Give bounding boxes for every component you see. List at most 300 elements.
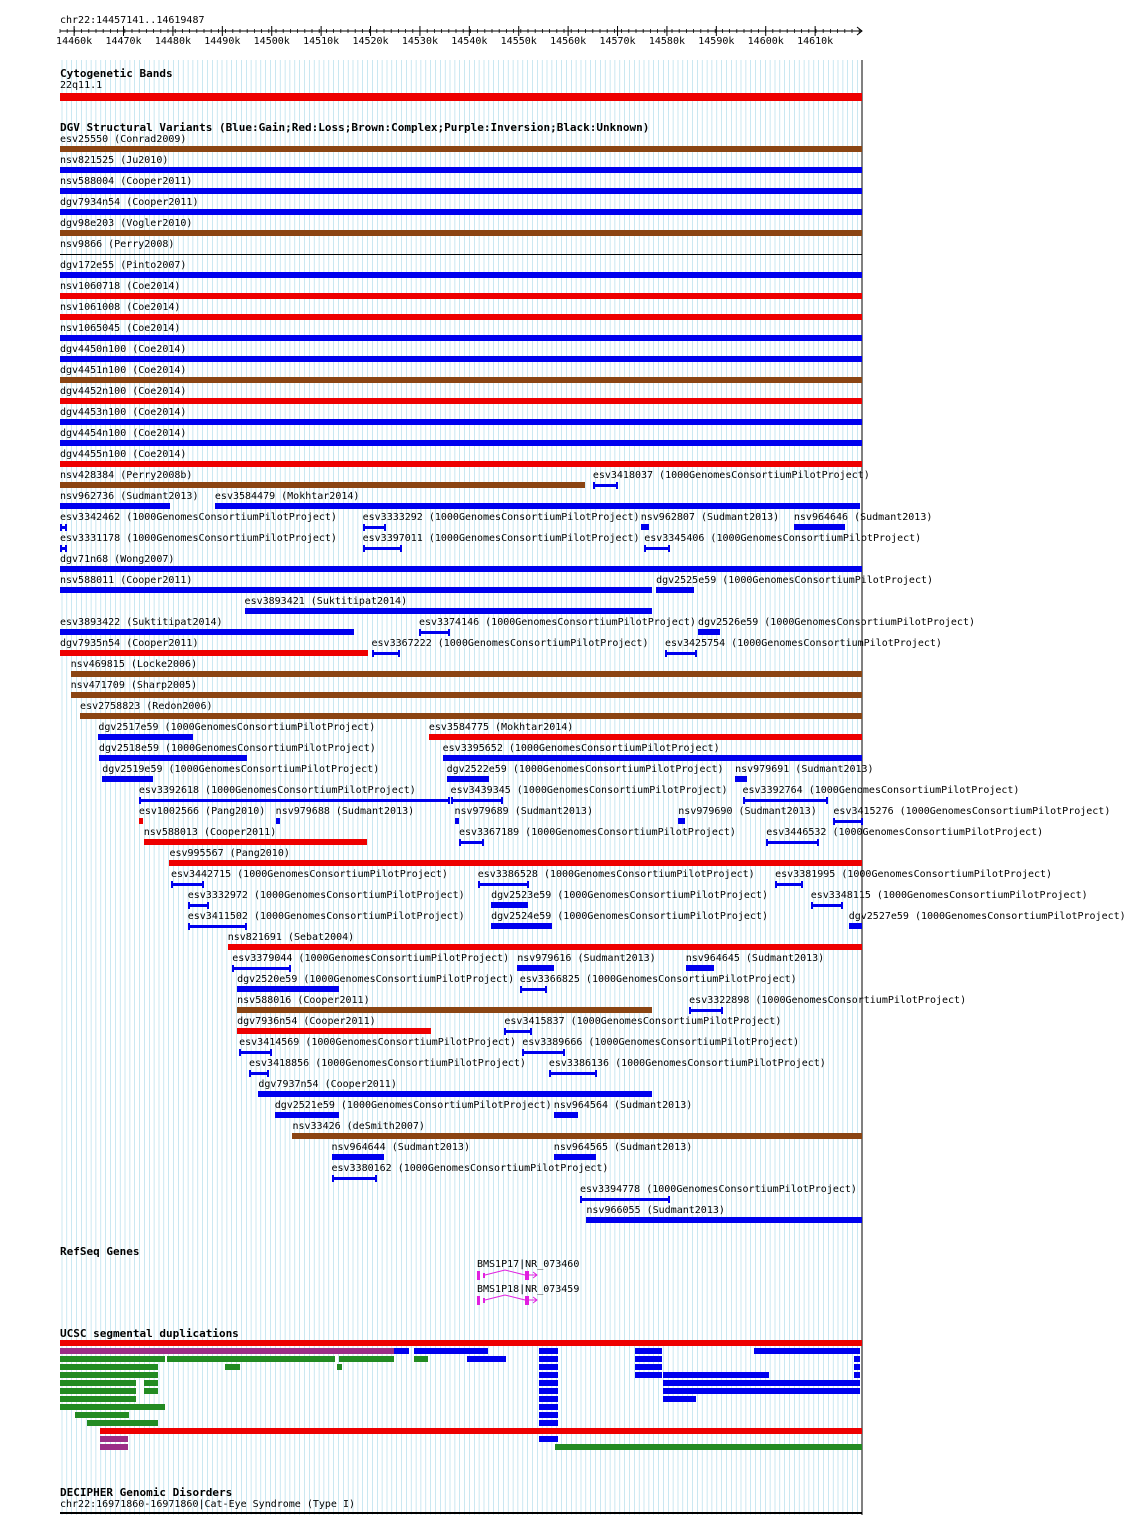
sv-end-cap <box>482 839 484 846</box>
sv-label: esv3439345 (1000GenomesConsortiumPilotProject) <box>450 785 728 796</box>
sv-bar[interactable] <box>237 986 339 992</box>
sv-bar[interactable] <box>689 1009 722 1012</box>
sv-label: esv3418856 (1000GenomesConsortiumPilotProject) <box>249 1058 526 1069</box>
gene-model[interactable] <box>475 1294 545 1308</box>
segdup-bar[interactable] <box>87 1420 158 1426</box>
ruler-tick-label: 14560k <box>550 36 587 47</box>
sv-label: esv3331178 (1000GenomesConsortiumPilotProject) <box>60 533 337 544</box>
sv-label: dgv7935n54 (Cooper2011) <box>60 638 199 649</box>
gene-label: BMS1P18|NR_073459 <box>477 1284 580 1295</box>
sv-end-cap <box>841 902 843 909</box>
sv-bar[interactable] <box>60 272 862 278</box>
segdup-bar[interactable] <box>635 1372 663 1378</box>
sv-label: dgv4451n100 (Coe2014) <box>60 365 187 376</box>
sv-bar[interactable] <box>239 1051 271 1054</box>
sv-label: dgv7937n54 (Cooper2011) <box>258 1079 397 1090</box>
sv-label: dgv2521e59 (1000GenomesConsortiumPilotProject) <box>274 1100 552 1111</box>
sv-end-cap <box>60 524 62 531</box>
ruler-tick-label: 14500k <box>253 36 290 47</box>
sv-bar[interactable] <box>169 860 862 866</box>
sv-label: dgv2522e59 (1000GenomesConsortiumPilotProject) <box>446 764 724 775</box>
sv-bar[interactable] <box>258 1091 652 1097</box>
segdup-bar[interactable] <box>60 1404 165 1410</box>
sv-bar[interactable] <box>522 1051 563 1054</box>
sv-label: dgv2518e59 (1000GenomesConsortiumPilotProject) <box>98 743 376 754</box>
segdup-bar[interactable] <box>663 1380 859 1386</box>
segdup-bar[interactable] <box>539 1412 558 1418</box>
segdup-bar[interactable] <box>60 1372 158 1378</box>
sv-label: esv3389666 (1000GenomesConsortiumPilotProject) <box>522 1037 800 1048</box>
sv-bar[interactable] <box>429 734 862 740</box>
sv-label: esv2758823 (Redon2006) <box>80 701 213 712</box>
sv-bar[interactable] <box>60 293 862 299</box>
sv-label: esv3322898 (1000GenomesConsortiumPilotProject) <box>689 995 967 1006</box>
sv-end-cap <box>580 1196 582 1203</box>
segdup-bar[interactable] <box>414 1356 428 1362</box>
sv-bar[interactable] <box>735 776 747 782</box>
sv-bar[interactable] <box>363 547 402 550</box>
sv-label: dgv2527e59 (1000GenomesConsortiumPilotProject) <box>848 911 1126 922</box>
segdup-bar[interactable] <box>635 1356 663 1362</box>
sv-bar[interactable] <box>60 188 862 194</box>
ruler-tick-label: 14550k <box>500 36 537 47</box>
sv-label: dgv2519e59 (1000GenomesConsortiumPilotProject) <box>102 764 380 775</box>
segdup-bar[interactable] <box>854 1356 860 1362</box>
sv-end-cap <box>232 965 234 972</box>
sv-bar[interactable] <box>139 818 143 824</box>
sv-bar[interactable] <box>641 524 649 530</box>
sv-bar[interactable] <box>554 1154 596 1160</box>
sv-end-cap <box>563 1049 565 1056</box>
sv-label: dgv98e203 (Vogler2010) <box>60 218 193 229</box>
sv-bar[interactable] <box>363 526 386 529</box>
sv-end-cap <box>527 881 529 888</box>
sv-bar[interactable] <box>60 209 862 215</box>
segdup-bar[interactable] <box>635 1364 663 1370</box>
sv-bar[interactable] <box>459 841 483 844</box>
sv-bar[interactable] <box>60 440 862 446</box>
sv-end-cap <box>595 1070 597 1077</box>
segdup-bar[interactable] <box>60 1364 158 1370</box>
sv-end-cap <box>398 650 400 657</box>
gene-label: BMS1P17|NR_073460 <box>477 1259 580 1270</box>
sv-bar[interactable] <box>593 484 617 487</box>
sv-label: nsv588016 (Cooper2011) <box>237 995 370 1006</box>
segdup-bar[interactable] <box>75 1412 129 1418</box>
segdup-bar[interactable] <box>539 1348 558 1354</box>
segdup-bar[interactable] <box>339 1356 394 1362</box>
sv-bar[interactable] <box>249 1072 268 1075</box>
segdup-bar[interactable] <box>539 1388 558 1394</box>
sv-label: nsv33426 (deSmith2007) <box>292 1121 425 1132</box>
segdup-bar[interactable] <box>555 1444 862 1450</box>
sv-end-cap <box>616 482 618 489</box>
sv-end-cap <box>811 902 813 909</box>
sv-bar[interactable] <box>276 818 280 824</box>
sv-label: nsv979691 (Sudmant2013) <box>735 764 874 775</box>
sv-label: esv3367189 (1000GenomesConsortiumPilotProject) <box>458 827 736 838</box>
sv-label: nsv962736 (Sudmant2013) <box>60 491 199 502</box>
segdup-bar[interactable] <box>414 1348 488 1354</box>
sv-bar[interactable] <box>60 503 170 509</box>
segdup-bar[interactable] <box>754 1348 859 1354</box>
sv-end-cap <box>188 923 190 930</box>
sv-bar[interactable] <box>171 883 203 886</box>
sv-label: nsv9866 (Perry2008) <box>60 239 175 250</box>
sv-end-cap <box>861 818 863 825</box>
sv-label: esv3342462 (1000GenomesConsortiumPilotProject) <box>60 512 337 523</box>
sv-bar[interactable] <box>60 461 862 467</box>
sv-bar[interactable] <box>102 776 153 782</box>
sv-bar[interactable] <box>60 356 862 362</box>
segdup-bar[interactable] <box>144 1380 158 1386</box>
sv-label: dgv4453n100 (Coe2014) <box>60 407 187 418</box>
sv-end-cap <box>668 1196 670 1203</box>
segdup-bar[interactable] <box>60 1396 136 1402</box>
sv-end-cap <box>530 1028 532 1035</box>
sv-bar[interactable] <box>60 167 862 173</box>
sv-label: nsv821525 (Ju2010) <box>60 155 169 166</box>
segdup-bar[interactable] <box>663 1388 859 1394</box>
sv-bar[interactable] <box>586 1217 862 1223</box>
sv-bar[interactable] <box>245 608 653 614</box>
sv-label: esv3425754 (1000GenomesConsortiumPilotProject) <box>664 638 942 649</box>
ruler-tick-label: 14610k <box>797 36 834 47</box>
sv-bar[interactable] <box>60 398 862 404</box>
ruler-tick-label: 14580k <box>648 36 685 47</box>
sv-bar[interactable] <box>237 1007 652 1013</box>
segdup-bar[interactable] <box>60 1380 136 1386</box>
sv-label: esv3386136 (1000GenomesConsortiumPilotProject) <box>548 1058 826 1069</box>
sv-end-cap <box>448 797 450 804</box>
sv-label: nsv471709 (Sharp2005) <box>70 680 198 691</box>
segdup-bar[interactable] <box>635 1348 663 1354</box>
segdup-bar[interactable] <box>225 1364 240 1370</box>
sv-bar[interactable] <box>520 988 547 991</box>
sv-label: dgv2526e59 (1000GenomesConsortiumPilotProject) <box>698 617 975 628</box>
gene-model[interactable] <box>475 1269 545 1283</box>
sv-bar[interactable] <box>275 1112 339 1118</box>
sv-bar[interactable] <box>491 923 552 929</box>
ruler-tick-label: 14590k <box>698 36 735 47</box>
sv-label: esv3414569 (1000GenomesConsortiumPilotProject) <box>239 1037 517 1048</box>
sv-label: esv3411502 (1000GenomesConsortiumPilotProject) <box>187 911 465 922</box>
sv-label: esv995567 (Pang2010) <box>169 848 290 859</box>
decipher-track-title: DECIPHER Genomic Disorders <box>60 1486 233 1499</box>
sv-bar[interactable] <box>60 146 862 152</box>
sv-bar[interactable] <box>60 377 862 383</box>
ruler-tick-label: 14540k <box>451 36 488 47</box>
sv-label: dgv7936n54 (Cooper2011) <box>237 1016 376 1027</box>
sv-end-cap <box>65 545 67 552</box>
sv-bar[interactable] <box>60 314 862 320</box>
sv-label: esv3394778 (1000GenomesConsortiumPilotProject) <box>579 1184 857 1195</box>
sv-label: esv3380162 (1000GenomesConsortiumPilotProject) <box>331 1163 609 1174</box>
sv-bar[interactable] <box>451 799 502 802</box>
sv-bar[interactable] <box>60 419 862 425</box>
sv-label: nsv588004 (Cooper2011) <box>60 176 193 187</box>
sv-end-cap <box>372 650 374 657</box>
ruler-tick-label: 14470k <box>105 36 142 47</box>
sv-bar[interactable] <box>504 1030 531 1033</box>
sv-label: esv3442715 (1000GenomesConsortiumPilotProject) <box>170 869 448 880</box>
sv-end-cap <box>668 545 670 552</box>
sv-label: dgv4455n100 (Coe2014) <box>60 449 187 460</box>
sv-bar[interactable] <box>833 820 862 823</box>
sv-label: nsv979690 (Sudmant2013) <box>678 806 817 817</box>
sv-label: esv3418037 (1000GenomesConsortiumPilotProject) <box>592 470 870 481</box>
segdup-bar[interactable] <box>60 1340 862 1346</box>
sv-label: dgv172e55 (Pinto2007) <box>60 260 187 271</box>
sv-label: esv3415276 (1000GenomesConsortiumPilotProject) <box>833 806 1111 817</box>
sv-label: esv3345406 (1000GenomesConsortiumPilotProject) <box>644 533 922 544</box>
sv-bar[interactable] <box>766 841 818 844</box>
sv-bar[interactable] <box>698 629 720 635</box>
ruler-tick-label: 14530k <box>401 36 438 47</box>
sv-label: esv3392764 (1000GenomesConsortiumPilotProject) <box>742 785 1020 796</box>
sv-bar[interactable] <box>80 713 862 719</box>
sv-label: esv3367222 (1000GenomesConsortiumPilotProject) <box>371 638 649 649</box>
ruler-tick-label: 14490k <box>204 36 241 47</box>
sv-label: dgv2517e59 (1000GenomesConsortiumPilotProject) <box>98 722 376 733</box>
segdup-bar[interactable] <box>60 1356 165 1362</box>
sv-end-cap <box>448 629 450 636</box>
sv-label: nsv979616 (Sudmant2013) <box>517 953 656 964</box>
sv-end-cap <box>817 839 819 846</box>
sv-bar[interactable] <box>60 230 862 236</box>
sv-end-cap <box>419 629 421 636</box>
sv-end-cap <box>60 545 62 552</box>
sv-end-cap <box>478 881 480 888</box>
decipher-label: chr22:16971860-16971860|Cat-Eye Syndrome (Type I) <box>60 1499 356 1510</box>
sv-end-cap <box>400 545 402 552</box>
sv-label: esv3348115 (1000GenomesConsortiumPilotProject) <box>810 890 1088 901</box>
segdup-bar[interactable] <box>167 1356 335 1362</box>
sv-label: esv3415837 (1000GenomesConsortiumPilotProject) <box>504 1016 782 1027</box>
sv-bar[interactable] <box>443 755 862 761</box>
segdup-bar[interactable] <box>60 1348 394 1354</box>
sv-bar[interactable] <box>644 547 669 550</box>
sv-bar[interactable] <box>332 1177 376 1180</box>
sv-end-cap <box>545 986 547 993</box>
sv-bar[interactable] <box>678 818 684 824</box>
sv-label: nsv962807 (Sudmant2013) <box>640 512 780 523</box>
sv-end-cap <box>695 650 697 657</box>
sv-end-cap <box>249 1070 251 1077</box>
sv-bar[interactable] <box>228 944 862 950</box>
segdup-bar[interactable] <box>60 1388 136 1394</box>
sv-label: dgv4450n100 (Coe2014) <box>60 344 187 355</box>
sv-label: esv3374146 (1000GenomesConsortiumPilotProject) <box>418 617 696 628</box>
sv-end-cap <box>833 818 835 825</box>
sv-label: esv25550 (Conrad2009) <box>60 134 187 145</box>
sv-bar[interactable] <box>98 734 192 740</box>
sv-label: nsv588011 (Cooper2011) <box>60 575 193 586</box>
sv-bar[interactable] <box>743 799 828 802</box>
sv-end-cap <box>65 524 67 531</box>
sv-end-cap <box>504 1028 506 1035</box>
sv-end-cap <box>665 650 667 657</box>
sv-bar[interactable] <box>419 631 449 634</box>
sv-end-cap <box>522 1049 524 1056</box>
segdup-bar[interactable] <box>539 1356 558 1362</box>
sv-bar[interactable] <box>144 839 367 845</box>
cytoband-label: 22q11.1 <box>60 80 103 91</box>
sv-end-cap <box>375 1175 377 1182</box>
sv-label: nsv979689 (Sudmant2013) <box>454 806 593 817</box>
sv-label: nsv588013 (Cooper2011) <box>143 827 277 838</box>
sv-label: nsv964646 (Sudmant2013) <box>793 512 933 523</box>
sv-bar[interactable] <box>60 587 652 593</box>
segdup-bar[interactable] <box>394 1348 409 1354</box>
sv-label: dgv4454n100 (Coe2014) <box>60 428 187 439</box>
sv-label: esv3379044 (1000GenomesConsortiumPilotProject) <box>232 953 510 964</box>
sv-label: esv3893422 (Suktitipat2014) <box>60 617 223 628</box>
sv-label: nsv964564 (Sudmant2013) <box>553 1100 693 1111</box>
sv-bar[interactable] <box>188 925 246 928</box>
sv-bar[interactable] <box>71 692 862 698</box>
sv-label: dgv2523e59 (1000GenomesConsortiumPilotProject) <box>491 890 769 901</box>
segdup-bar[interactable] <box>144 1388 158 1394</box>
sv-bar[interactable] <box>491 902 528 908</box>
sv-label: esv3332972 (1000GenomesConsortiumPilotProject) <box>187 890 465 901</box>
segdup-bar[interactable] <box>539 1396 558 1402</box>
sv-bar[interactable] <box>215 503 860 509</box>
sv-label: esv3893421 (Suktitipat2014) <box>244 596 408 607</box>
sv-bar[interactable] <box>60 482 585 488</box>
sv-end-cap <box>501 797 503 804</box>
sv-bar[interactable] <box>580 1198 669 1201</box>
sv-bar[interactable] <box>139 799 449 802</box>
sv-end-cap <box>826 797 828 804</box>
segdup-bar[interactable] <box>467 1356 506 1362</box>
sv-end-cap <box>267 1070 269 1077</box>
sv-label: esv3584775 (Mokhtar2014) <box>428 722 574 733</box>
sv-label: esv3397011 (1000GenomesConsortiumPilotProject) <box>362 533 640 544</box>
sv-end-cap <box>775 881 777 888</box>
sv-label: nsv979688 (Sudmant2013) <box>275 806 415 817</box>
sv-bar[interactable] <box>665 652 696 655</box>
sv-end-cap <box>188 902 190 909</box>
sv-label: nsv1065045 (Coe2014) <box>60 323 181 334</box>
segdup-bar[interactable] <box>100 1436 128 1442</box>
sv-end-cap <box>270 1049 272 1056</box>
sv-bar[interactable] <box>60 650 368 656</box>
sv-label: esv3584479 (Mokhtar2014) <box>214 491 360 502</box>
sv-end-cap <box>289 965 291 972</box>
segdup-bar[interactable] <box>100 1444 128 1450</box>
sv-bar[interactable] <box>549 1072 596 1075</box>
segdup-bar[interactable] <box>100 1428 862 1434</box>
sv-label: esv3386528 (1000GenomesConsortiumPilotProject) <box>477 869 755 880</box>
segdup-bar[interactable] <box>337 1364 342 1370</box>
sv-bar[interactable] <box>60 629 354 635</box>
segdup-bar[interactable] <box>854 1364 860 1370</box>
sv-bar[interactable] <box>794 524 845 530</box>
sv-label: dgv71n68 (Wong2007) <box>60 554 175 565</box>
sv-end-cap <box>207 902 209 909</box>
sv-end-cap <box>689 1007 691 1014</box>
sv-label: esv3381995 (1000GenomesConsortiumPilotProject) <box>775 869 1053 880</box>
cytoband-bar[interactable] <box>60 93 862 101</box>
sv-bar[interactable] <box>237 1028 431 1034</box>
sv-label: nsv964565 (Sudmant2013) <box>553 1142 693 1153</box>
ruler-tick-label: 14510k <box>303 36 340 47</box>
sv-bar[interactable] <box>60 335 862 341</box>
cytoband-track-title: Cytogenetic Bands <box>60 67 173 80</box>
sv-label: nsv964645 (Sudmant2013) <box>685 953 825 964</box>
sv-end-cap <box>644 545 646 552</box>
ruler-tick-label: 14600k <box>747 36 784 47</box>
sv-end-cap <box>245 923 247 930</box>
sv-bar[interactable] <box>447 776 489 782</box>
sv-end-cap <box>721 1007 723 1014</box>
sv-end-cap <box>766 839 768 846</box>
sv-label: dgv2520e59 (1000GenomesConsortiumPilotProject) <box>237 974 515 985</box>
sv-label: esv3446532 (1000GenomesConsortiumPilotProject) <box>766 827 1044 838</box>
sv-bar[interactable] <box>188 904 208 907</box>
sv-bar[interactable] <box>60 254 862 255</box>
sv-bar[interactable] <box>455 818 460 824</box>
sv-end-cap <box>743 797 745 804</box>
sv-bar[interactable] <box>60 566 862 572</box>
sv-bar[interactable] <box>99 755 247 761</box>
segdup-bar[interactable] <box>539 1372 558 1378</box>
segdup-bar[interactable] <box>539 1380 558 1386</box>
sv-bar[interactable] <box>686 965 715 971</box>
sv-bar[interactable] <box>71 671 862 677</box>
sv-label: nsv1061008 (Coe2014) <box>60 302 181 313</box>
sv-bar[interactable] <box>232 967 289 970</box>
sv-label: dgv4452n100 (Coe2014) <box>60 386 187 397</box>
segdup-bar[interactable] <box>854 1372 860 1378</box>
sv-label: nsv821691 (Sebat2004) <box>227 932 355 943</box>
sv-label: nsv428384 (Perry2008b) <box>60 470 193 481</box>
sv-bar[interactable] <box>292 1133 862 1139</box>
sv-bar[interactable] <box>554 1112 578 1118</box>
sv-end-cap <box>520 986 522 993</box>
segdup-bar[interactable] <box>663 1396 696 1402</box>
ruler-tick-label: 14460k <box>56 36 93 47</box>
sv-bar[interactable] <box>332 1154 385 1160</box>
sv-end-cap <box>171 881 173 888</box>
segdup-bar[interactable] <box>663 1372 769 1378</box>
ruler-tick-label: 14570k <box>599 36 636 47</box>
sv-end-cap <box>459 839 461 846</box>
decipher-bar[interactable] <box>60 1512 862 1514</box>
sv-bar[interactable] <box>478 883 528 886</box>
segdup-bar[interactable] <box>539 1420 558 1426</box>
sv-bar[interactable] <box>372 652 400 655</box>
sv-label: dgv7934n54 (Cooper2011) <box>60 197 199 208</box>
sv-label: esv3366825 (1000GenomesConsortiumPilotProject) <box>519 974 797 985</box>
sv-label: nsv966055 (Sudmant2013) <box>586 1205 725 1216</box>
ruler-tick-label: 14520k <box>352 36 389 47</box>
sv-bar[interactable] <box>811 904 843 907</box>
sv-label: nsv1060718 (Coe2014) <box>60 281 181 292</box>
position-label: chr22:14457141..14619487 <box>60 15 205 26</box>
sv-bar[interactable] <box>656 587 694 593</box>
sv-label: dgv2524e59 (1000GenomesConsortiumPilotProject) <box>491 911 769 922</box>
sv-bar[interactable] <box>849 923 862 929</box>
segdup-bar[interactable] <box>539 1436 558 1442</box>
sv-bar[interactable] <box>517 965 554 971</box>
sv-end-cap <box>139 797 141 804</box>
sv-bar[interactable] <box>775 883 802 886</box>
segdup-bar[interactable] <box>539 1404 558 1410</box>
segdup-bar[interactable] <box>539 1364 558 1370</box>
sv-end-cap <box>801 881 803 888</box>
